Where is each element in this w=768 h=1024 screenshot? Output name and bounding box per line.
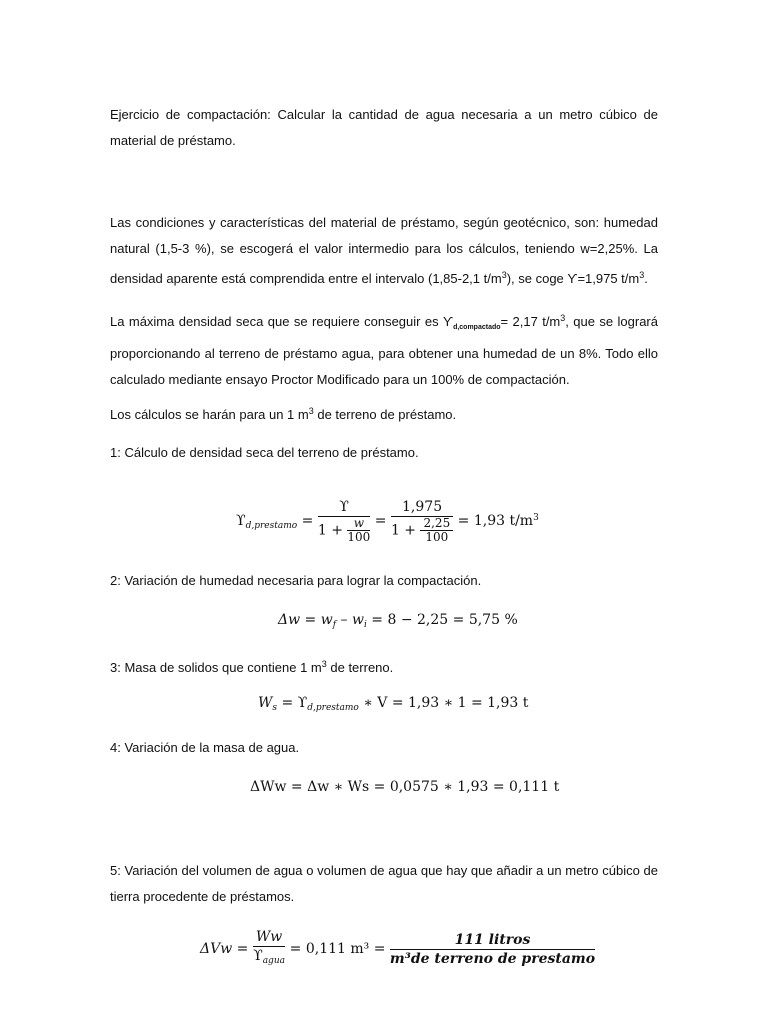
step5-fraction-1: $\frac{Ww}{ϒ_{agua}}$: [253, 929, 285, 966]
max-density-paragraph: La máxima densidad seca que se requiere conseguir es $ϒ_{d,compactado}= 2,17$ $t/m^3$, que se logrará proporcionando al terreno de préstamo agua, para obtener una humedad de un 8%. Todo ello calculado mediante ensayo Proctor Modificado para un 100% de compactación.: [110, 313, 658, 387]
step4-title: 4: Variación de la masa de agua.: [110, 740, 300, 755]
step1-equation: $ϒ_{d,prestamo}$ = ϒ 1 + $\frac{w}{100}$ = 1,975 1 + $\frac{2,25}{100}$ = 1,93 $t/m^3$: [236, 499, 539, 544]
calc-basis: Los cálculos se harán para un 1 $m^3$ de terreno de préstamo.: [110, 406, 457, 422]
step2-equation: $\Delta w = w_f - w_i = 8 - 2,25 = 5,75$ %: [278, 612, 518, 630]
intro-line-1: Ejercicio de compactación: Calcular la cantidad de agua necesaria a un metro cúbico de: [110, 107, 658, 122]
step1-fraction-1: ϒ 1 + $\frac{w}{100}$: [317, 499, 371, 544]
step3-title: 3: Masa de solidos que contiene 1 $m^3$ de terreno.: [110, 659, 394, 675]
step4-equation: ΔWw = Δw ∗ Ws = 0,0575 ∗ 1,93 = 0,111 t: [250, 779, 560, 795]
step1-title: 1: Cálculo de densidad seca del terreno de préstamo.: [110, 445, 419, 460]
step5-title: 5: Variación del volumen de agua o volumen de agua que hay que añadir a un metro cúbico de tierra procedente de préstamos.: [110, 863, 658, 904]
intro-line-2: material de préstamo.: [110, 133, 236, 148]
conditions-paragraph: Las condiciones y características del material de préstamo, según geotécnico, son: humedad natural (1,5-3 %), se escogerá el valor intermedio para los cálculos, teniendo w=2,25%. La densidad aparente está comprendida entre el intervalo (1,85-2,1 $t/m^3$), se coge ϒ=1,975 $t/m^3$.: [110, 215, 658, 286]
step3-equation: $W_s = ϒ_{d,prestamo}$ ∗ V = 1,93 ∗ 1 = 1,93 t: [258, 695, 529, 713]
step5-fraction-2: $\frac{\text{111 litros}}{\text{m³de terreno de prestamo}}$: [389, 931, 596, 967]
step2-title: 2: Variación de humedad necesaria para lograr la compactación.: [110, 573, 482, 588]
step1-fraction-2: 1,975 1 + $\frac{2,25}{100}$: [391, 498, 453, 544]
step5-equation: ΔVw = $\frac{Ww}{ϒ_{agua}}$ = 0,111 m³ = $\frac{\text{111 litros}}{\text{m³de terreno de prestamo}}$: [200, 928, 595, 970]
